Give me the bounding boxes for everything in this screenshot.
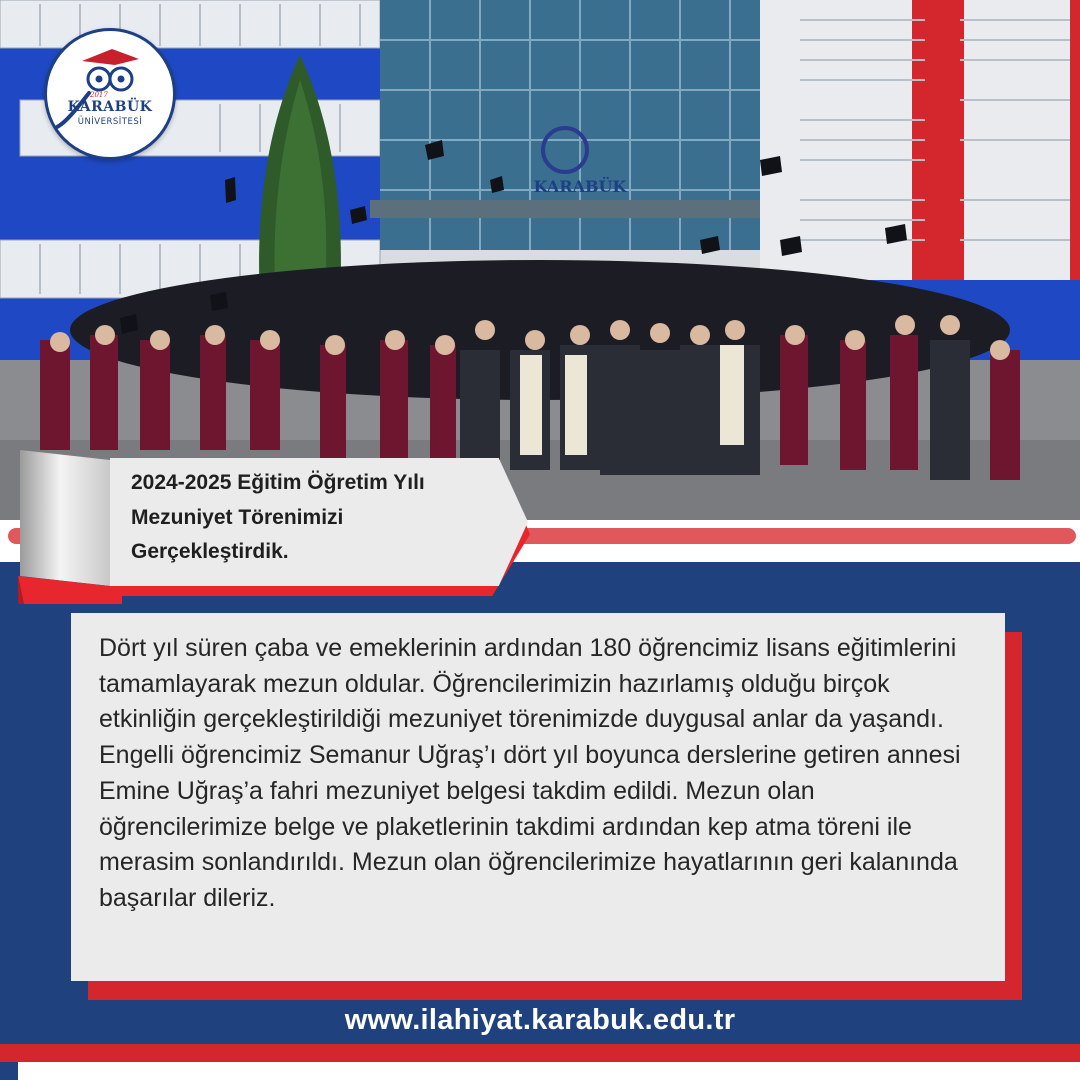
logo-subtitle: ÜNİVERSİTESİ [77,117,143,127]
banner-title: 2024-2025 Eğitim Öğretim Yılı Mezuniyet Törenimizi Gerçekleştirdik. [131,471,425,563]
logo-year: 2017 [90,91,108,99]
content-text: Dört yıl süren çaba ve emeklerinin ardından 180 öğrencimiz lisans eğitimlerini tamamlayarak mezun oldular. Öğrencilerimizin hazırlamış olduğu birçok etkinliğin gerçekleştirildiği mezuniyet törenimizde duygusal anlar da yaşandı. Engelli öğrencimiz Semanur Uğraş’ı dört yıl boyunca derslerine getiren annesi Emine Uğraş’a fahri mezuniyet belgesi takdim edildi. Mezun olan öğrencilerimize belge ve plaketlerinin takdimi ardından kep atma töreni ile merasim sonlandırıldı. Mezun olan öğrencilerimize hayatlarının geri kalanında başarılar dileriz. [99,634,961,912]
building-logo-text: KARABÜK [533,177,627,196]
logo-name: KARABÜK [67,99,153,115]
scroll-ribbon-icon [18,446,122,606]
karabuk-university-logo [44,28,176,160]
footer-white-stripe [18,1062,1080,1080]
owl-icon [47,31,173,157]
website-link[interactable]: www.ilahiyat.karabuk.edu.tr [344,1004,736,1036]
footer-red-stripe [0,1044,1080,1062]
